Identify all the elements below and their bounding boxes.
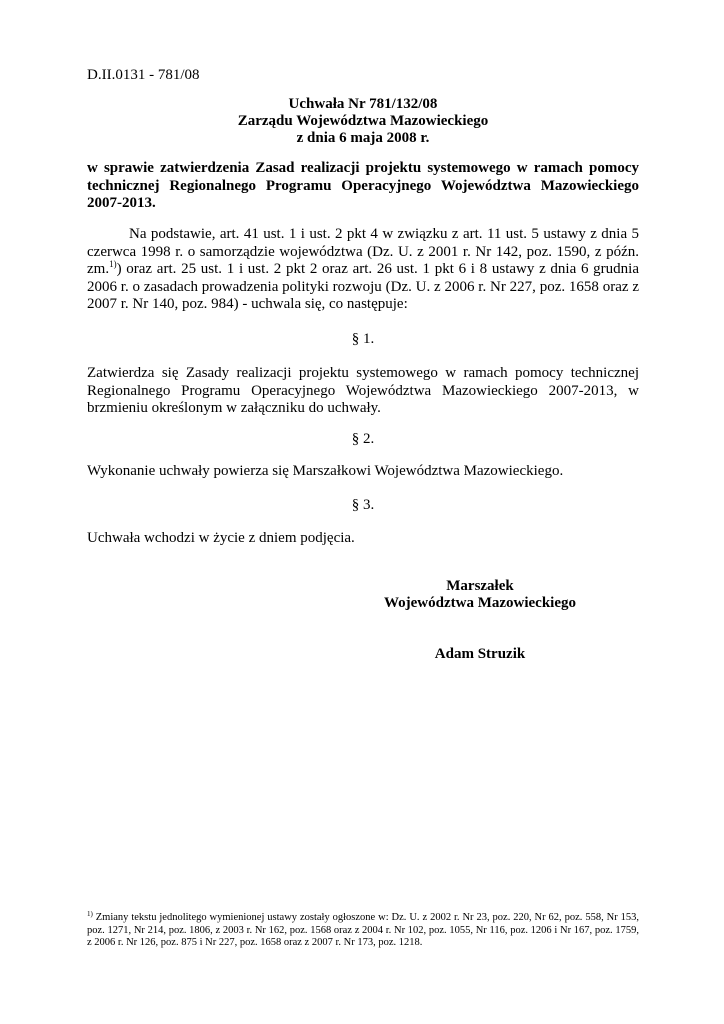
footnote-mark: 1) bbox=[87, 910, 93, 918]
resolution-date: z dnia 6 maja 2008 r. bbox=[296, 130, 430, 146]
legal-basis-part1: Na podstawie, art. 41 ust. 1 i ust. 2 pkt 4 w związku z art. 11 ust. 5 ustawy z dnia 5 czerwca 1998 r. o samorządzie województwa (Dz. U. z 2001 r. Nr 142, poz. 1590, z późn. zm. bbox=[87, 226, 639, 277]
section-1-text: Zatwierdza się Zasady realizacji projektu systemowego w ramach pomocy technicznej Regionalnego Programu Operacyjnego Województwa Mazowieckiego 2007-2013, w brzmieniu określonym w załączniku do uchwały. bbox=[87, 365, 639, 416]
section-3-text: Uchwała wchodzi w życie z dniem podjęcia. bbox=[87, 530, 355, 546]
resolution-issuer: Zarządu Województwa Mazowieckiego bbox=[237, 113, 489, 129]
resolution-subject: w sprawie zatwierdzenia Zasad realizacji projektu systemowego w ramach pomocy technicznej Regionalnego Programu Operacyjnego Województwa Mazowieckiego 2007-2013. bbox=[87, 160, 639, 211]
footnote bbox=[87, 912, 639, 950]
section-2-number: § 2. bbox=[351, 431, 375, 447]
section-1-number: § 1. bbox=[351, 331, 375, 347]
section-3-number: § 3. bbox=[351, 497, 375, 513]
signature-role: Marszałek bbox=[446, 578, 514, 594]
resolution-title: Uchwała Nr 781/132/08 bbox=[288, 96, 438, 112]
signature-block bbox=[340, 578, 620, 612]
section-2-text: Wykonanie uchwały powierza się Marszałkowi Województwa Mazowieckiego. bbox=[87, 463, 564, 479]
resolution-heading bbox=[87, 96, 639, 147]
footnote-reference: 1) bbox=[109, 259, 117, 269]
signature-office: Województwa Mazowieckiego bbox=[383, 595, 577, 611]
legal-basis-part2: ) oraz art. 25 ust. 1 i ust. 2 pkt 2 oraz art. 26 ust. 1 pkt 6 i 8 ustawy z dnia 6 grudnia 2006 r. o zasadach prowadzenia polityki rozwoju (Dz. U. z 2006 r. Nr 227, poz. 1658 oraz z 2007 r. Nr 140, poz. 984) - uchwala się, co następuje: bbox=[87, 261, 639, 312]
footnote-text: Zmiany tekstu jednolitego wymienionej ustawy zostały ogłoszone w: Dz. U. z 2002 r. Nr 23, poz. 220, Nr 62, poz. 558, Nr 153, poz. 1271, Nr 214, poz. 1806, z 2003 r. Nr 162, poz. 1568 oraz z 2004 r. Nr 102, poz. 1055, Nr 116, poz. 1206 i Nr 167, poz. 1759, z 2006 r. Nr 126, poz. 875 i Nr 227, poz. 1658 oraz z 2007 r. Nr 173, poz. 1218. bbox=[87, 912, 639, 948]
document-reference: D.II.0131 - 781/08 bbox=[87, 67, 200, 83]
legal-basis-paragraph bbox=[87, 226, 639, 314]
signatory-name: Adam Struzik bbox=[434, 646, 526, 662]
